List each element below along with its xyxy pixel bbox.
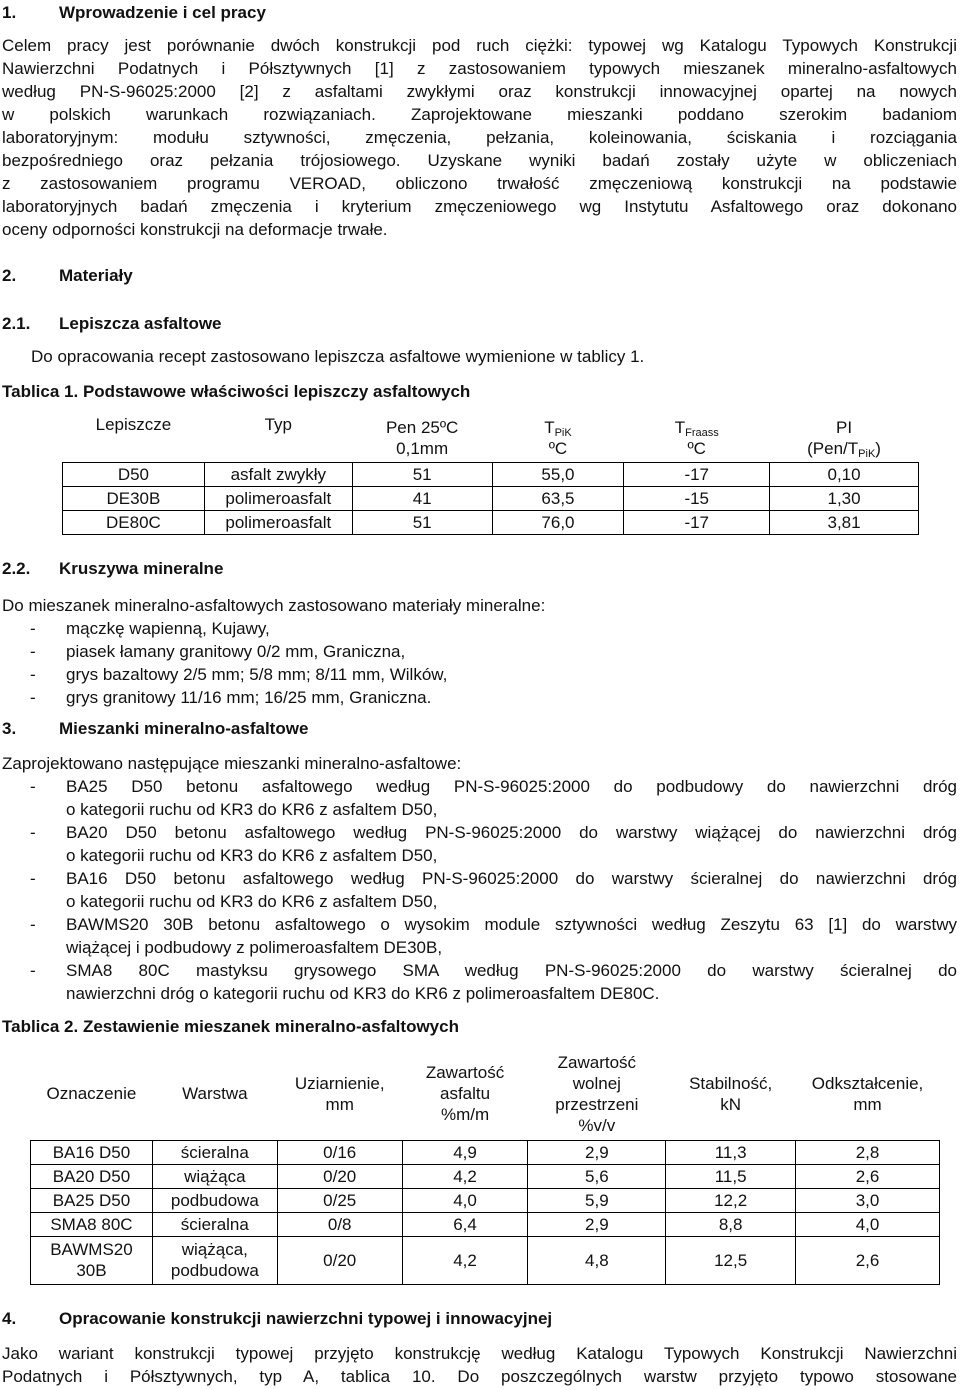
paragraph-line: laboratoryjnych badań zmęczenia i kryterium zmęczeniowego wg Instytutu Asfaltowego oraz dokonano <box>2 197 957 216</box>
table-cell: 4,2 <box>402 1236 528 1284</box>
table-cell: BA16 D50 <box>31 1140 153 1164</box>
paragraph-line: Podatnych i Półsztywnych, typ A, tablica 10. Do poszczególnych warstw przyjęto typowo stosowane <box>2 1367 957 1386</box>
paragraph-line: Nawierzchni Podatnych i Półsztywnych [1] z zastosowaniem typowych mieszanek mineralno-asfaltowych <box>2 59 957 78</box>
materials-list: - mączkę wapienną, Kujawy, - piasek łamany granitowy 0/2 mm, Graniczna, - grys bazaltowy 2/5 mm; 5/8 mm; 8/11 mm, Wilków, - grys granitowy 11/16 mm; 16/25 mm, Graniczna. <box>30 619 448 707</box>
section-2-heading <box>2 264 133 287</box>
table-cell: 11,3 <box>666 1140 796 1164</box>
table-cell: 63,5 <box>492 486 624 510</box>
list-item: - BA25 D50 betonu asfaltowego według PN-S-96025:2000 do podbudowy do nawierzchni dróg o kategorii ruchu od KR3 do KR6 z asfaltem D50, <box>30 777 957 819</box>
table-cell: 51 <box>352 510 492 534</box>
paragraph-line: Celem pracy jest porównanie dwóch konstrukcji pod ruch ciężki: typowej wg Katalogu Typowych Konstrukcji <box>2 36 957 55</box>
section-1-paragraph <box>2 34 957 241</box>
section-number: 3. <box>2 719 17 738</box>
table-row <box>31 1140 940 1164</box>
table-row <box>31 1188 940 1212</box>
table-cell: 5,6 <box>528 1164 666 1188</box>
header-cell: Oznaczenie <box>46 1084 137 1104</box>
section-4-heading <box>2 1307 553 1330</box>
table-row <box>63 510 919 534</box>
table-row <box>63 462 919 486</box>
header-cell: $T_{PiK}$ ºC <box>544 417 572 458</box>
table-2 <box>30 1048 940 1285</box>
table-cell: 3,0 <box>796 1188 940 1212</box>
table-row <box>31 1212 940 1236</box>
paragraph-line: oceny odporności konstrukcji na deformacje trwałe. <box>2 220 388 239</box>
header-cell: Warstwa <box>182 1084 248 1104</box>
table-row <box>63 486 919 510</box>
table-cell: BAWMS20 30B <box>31 1236 153 1284</box>
header-cell: $T_{Fraass}$ ºC <box>674 417 719 458</box>
table-cell: 12,5 <box>666 1236 796 1284</box>
section-1-heading <box>2 1 266 24</box>
paragraph-line: z zastosowaniem programu VEROAD, obliczono trwałość zmęczeniową konstrukcji na podstawie <box>2 174 957 193</box>
table-cell: 0/8 <box>277 1212 402 1236</box>
table-cell: 76,0 <box>492 510 624 534</box>
table-cell: 55,0 <box>492 462 624 486</box>
table-cell: wiążąca <box>152 1164 277 1188</box>
header-cell: PI $(Pen/T_{PiK})$ <box>807 417 881 460</box>
header-cell: Pen 25ºC 0,1mm <box>385 417 459 458</box>
table-cell: 4,9 <box>402 1140 528 1164</box>
section-3-paragraph: Zaprojektowano następujące mieszanki mineralno-asfaltowe: <box>2 754 462 773</box>
table-cell: 0/20 <box>277 1164 402 1188</box>
section-title: Mieszanki mineralno-asfaltowe <box>59 719 309 738</box>
table-cell: 6,4 <box>402 1212 528 1236</box>
table-1 <box>62 414 919 535</box>
table-cell: 0,10 <box>770 462 919 486</box>
paragraph-line: laboratoryjnym: modułu sztywności, zmęczenia, pełzania, koleinowania, ściskania i rozciągania <box>2 128 957 147</box>
table-cell: podbudowa <box>152 1188 277 1212</box>
section-4-paragraph <box>2 1342 957 1388</box>
section-title: Opracowanie konstrukcji nawierzchni typowej i innowacyjnej <box>59 1309 553 1328</box>
table-cell: DE30B <box>63 486 205 510</box>
table-cell: 4,8 <box>528 1236 666 1284</box>
paragraph-line: w polskich warunkach rozwiązaniach. Zaprojektowane mieszanki poddano szerokim badaniom <box>2 105 957 124</box>
table-cell: SMA8 80C <box>31 1212 153 1236</box>
list-item: - BA16 D50 betonu asfaltowego według PN-S-96025:2000 do warstwy ścieralnej do nawierzchni dróg o kategorii ruchu od KR3 do KR6 z asfaltem D50, <box>30 869 957 911</box>
table-row <box>31 1236 940 1284</box>
section-number: 2.2. <box>2 559 31 578</box>
table-cell: 1,30 <box>770 486 919 510</box>
table-cell: 2,8 <box>796 1140 940 1164</box>
table-cell: asfalt zwykły <box>204 462 352 486</box>
list-item: - BA20 D50 betonu asfaltowego według PN-S-96025:2000 do warstwy wiążącej do nawierzchni dróg o kategorii ruchu od KR3 do KR6 z asfaltem D50, <box>30 823 957 865</box>
table-cell: 2,6 <box>796 1164 940 1188</box>
table-cell: 0/25 <box>277 1188 402 1212</box>
table-cell: wiążąca, podbudowa <box>152 1236 277 1284</box>
section-2-2-heading <box>2 557 224 580</box>
table-cell: 12,2 <box>666 1188 796 1212</box>
table-cell: 41 <box>352 486 492 510</box>
table-cell: 5,9 <box>528 1188 666 1212</box>
header-cell: Odkształcenie, mm <box>811 1073 924 1114</box>
table-1-caption: Tablica 1. Podstawowe właściwości lepiszczy asfaltowych <box>2 382 471 401</box>
table-cell: 4,0 <box>402 1188 528 1212</box>
mixtures-list <box>2 775 957 1005</box>
table-cell: -17 <box>624 510 770 534</box>
table-cell: 0/16 <box>277 1140 402 1164</box>
table-cell: 2,9 <box>528 1212 666 1236</box>
table-2-header-row <box>31 1048 940 1140</box>
list-item: - BAWMS20 30B betonu asfaltowego o wysokim module sztywności według Zeszytu 63 [1] do warstwy wiążącej i podbudowy z polimeroasfaltem DE30B, <box>30 915 957 957</box>
table-cell: 11,5 <box>666 1164 796 1188</box>
table-cell: -15 <box>624 486 770 510</box>
header-cell: Zawartość wolnej przestrzeni %v/v <box>555 1052 639 1135</box>
table-cell: ścieralna <box>152 1140 277 1164</box>
header-cell: Typ <box>264 415 293 434</box>
section-title: Materiały <box>59 266 133 285</box>
section-title: Kruszywa mineralne <box>59 559 224 578</box>
header-cell: Uziarnienie, mm <box>294 1073 385 1114</box>
table-cell: 3,81 <box>770 510 919 534</box>
table-cell: 0/20 <box>277 1236 402 1284</box>
table-cell: -17 <box>624 462 770 486</box>
table-cell: 2,6 <box>796 1236 940 1284</box>
list-item: - SMA8 80C mastyksu grysowego SMA według PN-S-96025:2000 do warstwy ścieralnej do nawierzchni dróg o kategorii ruchu od KR3 do KR6 z polimeroasfaltem DE80C. <box>30 961 957 1003</box>
paragraph-line: Jako wariant konstrukcji typowej przyjęto konstrukcję według Katalogu Typowych Konstrukcji Nawierzchni <box>2 1344 957 1363</box>
header-cell: Stabilność, kN <box>689 1073 773 1114</box>
section-number: 2. <box>2 266 17 285</box>
section-number: 2.1. <box>2 314 31 333</box>
section-title: Lepiszcza asfaltowe <box>59 314 222 333</box>
paragraph-line: według PN-S-96025:2000 [2] z asfaltami zwykłymi oraz konstrukcji innowacyjnej opartej na nowych <box>2 82 957 101</box>
table-cell: ścieralna <box>152 1212 277 1236</box>
table-cell: 51 <box>352 462 492 486</box>
section-3-heading <box>2 717 309 740</box>
table-cell: 8,8 <box>666 1212 796 1236</box>
section-number: 1. <box>2 3 17 22</box>
table-cell: 4,0 <box>796 1212 940 1236</box>
section-title: Wprowadzenie i cel pracy <box>59 3 266 22</box>
table-cell: BA25 D50 <box>31 1188 153 1212</box>
table-row <box>31 1164 940 1188</box>
paragraph-line: bezpośredniego oraz pełzania trójosiowego. Uzyskane wyniki badań zostały użyte w obliczeniach <box>2 151 957 170</box>
header-cell: Lepiszcze <box>95 415 172 434</box>
table-cell: 4,2 <box>402 1164 528 1188</box>
section-2-1-paragraph: Do opracowania recept zastosowano lepiszcza asfaltowe wymienione w tablicy 1. <box>31 347 645 366</box>
table-cell: DE80C <box>63 510 205 534</box>
table-cell: BA20 D50 <box>31 1164 153 1188</box>
table-cell: D50 <box>63 462 205 486</box>
header-cell: Zawartość asfaltu %m/m <box>425 1063 505 1125</box>
section-2-1-heading <box>2 312 222 335</box>
table-2-caption: Tablica 2. Zestawienie mieszanek mineralno-asfaltowych <box>2 1017 459 1036</box>
table-cell: polimeroasfalt <box>204 486 352 510</box>
table-cell: polimeroasfalt <box>204 510 352 534</box>
table-1-header-row <box>63 414 919 462</box>
table-cell: 2,9 <box>528 1140 666 1164</box>
section-number: 4. <box>2 1309 17 1328</box>
section-2-2-paragraph: Do mieszanek mineralno-asfaltowych zastosowano materiały mineralne: <box>2 596 546 615</box>
